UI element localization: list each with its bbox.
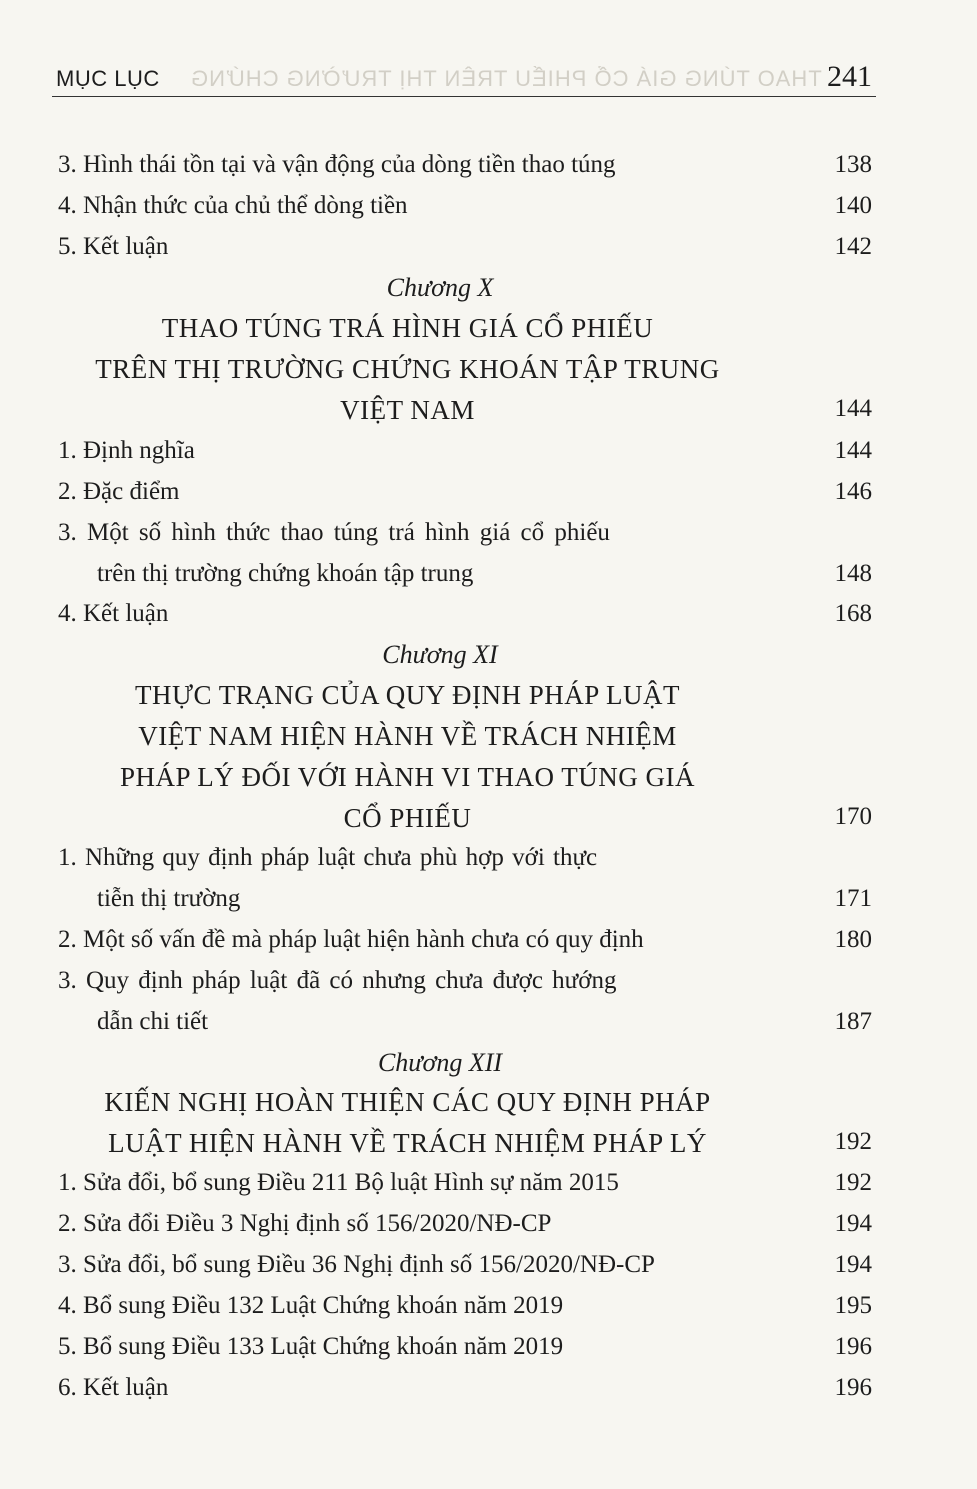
toc-entry-continuation: dẫn chi tiết	[97, 1008, 209, 1035]
toc-entry: 4. Nhận thức của chủ thể dòng tiền	[58, 192, 408, 219]
toc-page-ref: 170	[834, 803, 872, 830]
toc-page-ref: 138	[834, 151, 872, 178]
section-label: MỤC LỤC	[56, 66, 160, 91]
bleed-through-text: THAO TÚNG GIÁ CỔ PHIẾU TRÊN THỊ TRƯỜNG CHỨNG	[190, 66, 822, 91]
toc-page-ref: 140	[834, 192, 872, 219]
chapter-title-line: TRÊN THỊ TRƯỜNG CHỨNG KHOÁN TẬP TRUNG	[95, 354, 720, 384]
toc-page-ref: 192	[834, 1169, 872, 1196]
running-header	[52, 56, 876, 97]
toc-entry: 2. Sửa đổi Điều 3 Nghị định số 156/2020/NĐ-CP	[58, 1210, 552, 1237]
toc-entry: 3. Một số hình thức thao túng trá hình giá cổ phiếu	[58, 519, 610, 546]
toc-entry: 3. Sửa đổi, bổ sung Điều 36 Nghị định số 156/2020/NĐ-CP	[58, 1251, 655, 1278]
toc-entry-continuation: trên thị trường chứng khoán tập trung	[97, 560, 474, 587]
toc-entry: 3. Hình thái tồn tại và vận động của dòng tiền thao túng	[58, 151, 616, 178]
toc-entry: 4. Bổ sung Điều 132 Luật Chứng khoán năm 2019	[58, 1292, 564, 1319]
toc-entry-continuation: tiễn thị trường	[97, 885, 241, 912]
toc-page-ref: 148	[834, 560, 872, 587]
toc-entry: 1. Những quy định pháp luật chưa phù hợp với thực	[58, 844, 598, 871]
chapter-title-line: KIẾN NGHỊ HOÀN THIỆN CÁC QUY ĐỊNH PHÁP	[104, 1087, 711, 1117]
toc-entry: 6. Kết luận	[58, 1374, 169, 1401]
chapter-title-line: VIỆT NAM HIỆN HÀNH VỀ TRÁCH NHIỆM	[138, 721, 677, 751]
toc-page-ref: 192	[834, 1128, 872, 1155]
toc-page-ref: 171	[834, 885, 872, 912]
toc-entry: 1. Định nghĩa	[58, 437, 195, 464]
toc-page-ref: 180	[834, 926, 872, 953]
chapter-title-line: THỰC TRẠNG CỦA QUY ĐỊNH PHÁP LUẬT	[135, 680, 680, 710]
chapter-title-line: LUẬT HIỆN HÀNH VỀ TRÁCH NHIỆM PHÁP LÝ	[108, 1128, 707, 1158]
chapter-title-line: CỔ PHIẾU	[343, 803, 472, 833]
toc-entry: 2. Một số vấn đề mà pháp luật hiện hành chưa có quy định	[58, 926, 644, 953]
page-number: 241	[827, 60, 872, 93]
toc-page-ref: 144	[834, 437, 872, 464]
toc-page-ref: 168	[834, 600, 872, 627]
toc-page-ref: 144	[834, 395, 872, 422]
toc-entry: 5. Bổ sung Điều 133 Luật Chứng khoán năm 2019	[58, 1333, 564, 1360]
toc-entry: 2. Đặc điểm	[58, 478, 180, 505]
toc-page-ref: 194	[834, 1251, 872, 1278]
chapter-label: Chương X	[386, 273, 494, 302]
toc-entry: 5. Kết luận	[58, 233, 169, 260]
toc-entry: 1. Sửa đổi, bổ sung Điều 211 Bộ luật Hình sự năm 2015	[58, 1169, 619, 1196]
toc-entry: 4. Kết luận	[58, 600, 169, 627]
chapter-label: Chương XI	[382, 640, 498, 669]
toc-page-ref: 187	[834, 1008, 872, 1035]
toc-entry: 3. Quy định pháp luật đã có nhưng chưa được hướng	[58, 967, 617, 994]
toc-page-ref: 146	[834, 478, 872, 505]
toc-page-ref: 142	[834, 233, 872, 260]
toc-page-ref: 196	[834, 1333, 872, 1360]
toc-page-ref: 196	[834, 1374, 872, 1401]
toc-page-ref: 194	[834, 1210, 872, 1237]
chapter-title-line: VIỆT NAM	[340, 395, 475, 425]
chapter-title-line: PHÁP LÝ ĐỐI VỚI HÀNH VI THAO TÚNG GIÁ	[120, 762, 695, 792]
toc-page-ref: 195	[834, 1292, 872, 1319]
chapter-label: Chương XII	[377, 1048, 503, 1077]
chapter-title-line: THAO TÚNG TRÁ HÌNH GIÁ CỔ PHIẾU	[161, 313, 654, 343]
